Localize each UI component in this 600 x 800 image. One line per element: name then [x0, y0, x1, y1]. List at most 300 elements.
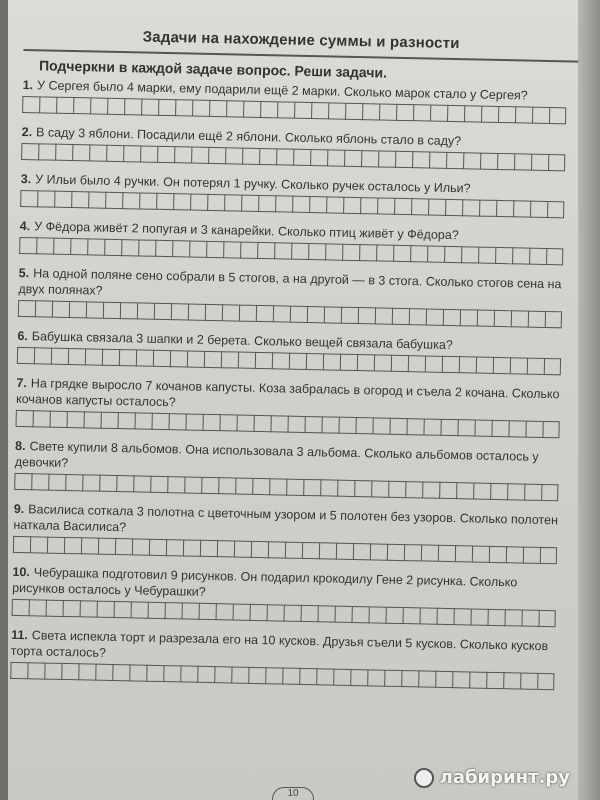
answer-cell[interactable]: [527, 358, 544, 375]
answer-cell[interactable]: [413, 104, 430, 121]
answer-cell[interactable]: [55, 144, 72, 161]
answer-cell[interactable]: [511, 310, 528, 327]
answer-cell[interactable]: [520, 673, 537, 690]
answer-cell[interactable]: [436, 608, 453, 625]
answer-cell[interactable]: [378, 150, 395, 167]
answer-cell[interactable]: [324, 306, 341, 323]
answer-cell[interactable]: [67, 411, 84, 428]
answer-cell[interactable]: [240, 242, 257, 259]
answer-cell[interactable]: [370, 543, 387, 560]
answer-cell[interactable]: [438, 545, 455, 562]
answer-cell[interactable]: [191, 147, 208, 164]
answer-cell[interactable]: [138, 239, 155, 256]
answer-cell[interactable]: [265, 667, 282, 684]
answer-cell[interactable]: [435, 671, 452, 688]
answer-cell[interactable]: [155, 240, 172, 257]
answer-cell[interactable]: [486, 672, 503, 689]
answer-cell[interactable]: [250, 604, 267, 621]
answer-cell[interactable]: [367, 669, 384, 686]
answer-cell[interactable]: [469, 671, 486, 688]
answer-cell[interactable]: [524, 484, 541, 501]
answer-cell[interactable]: [523, 547, 540, 564]
answer-cell[interactable]: [16, 410, 33, 427]
answer-cell[interactable]: [547, 201, 564, 218]
answer-cell[interactable]: [202, 414, 219, 431]
answer-cell[interactable]: [258, 195, 275, 212]
answer-cell[interactable]: [391, 355, 408, 372]
answer-cell[interactable]: [29, 599, 46, 616]
answer-cell[interactable]: [134, 412, 151, 429]
answer-cell[interactable]: [241, 195, 258, 212]
answer-cell[interactable]: [205, 304, 222, 321]
answer-cell[interactable]: [345, 103, 362, 120]
answer-cell[interactable]: [368, 606, 385, 623]
answer-cell[interactable]: [188, 303, 205, 320]
answer-cell[interactable]: [379, 103, 396, 120]
answer-cell[interactable]: [114, 601, 131, 618]
answer-cell[interactable]: [503, 672, 520, 689]
answer-cell[interactable]: [35, 300, 52, 317]
answer-cell[interactable]: [456, 482, 473, 499]
answer-cell[interactable]: [308, 243, 325, 260]
answer-cell[interactable]: [530, 201, 547, 218]
answer-cell[interactable]: [404, 544, 421, 561]
answer-cell[interactable]: [532, 107, 549, 124]
answer-cell[interactable]: [494, 310, 511, 327]
answer-cell[interactable]: [18, 300, 35, 317]
answer-cell[interactable]: [14, 473, 31, 490]
answer-cell[interactable]: [158, 99, 175, 116]
answer-cell[interactable]: [545, 311, 562, 328]
answer-cell[interactable]: [218, 477, 235, 494]
answer-cell[interactable]: [10, 662, 27, 679]
answer-cell[interactable]: [487, 609, 504, 626]
answer-cell[interactable]: [80, 600, 97, 617]
answer-cell[interactable]: [427, 245, 444, 262]
answer-cell[interactable]: [256, 305, 273, 322]
answer-cell[interactable]: [440, 419, 457, 436]
answer-cell[interactable]: [371, 480, 388, 497]
answer-cell[interactable]: [409, 308, 426, 325]
answer-cell[interactable]: [362, 103, 379, 120]
answer-cell[interactable]: [53, 238, 70, 255]
answer-cell[interactable]: [124, 98, 141, 115]
answer-cell[interactable]: [462, 199, 479, 216]
answer-cell[interactable]: [121, 239, 138, 256]
answer-cell[interactable]: [319, 542, 336, 559]
answer-cell[interactable]: [537, 673, 554, 690]
answer-cell[interactable]: [132, 538, 149, 555]
answer-cell[interactable]: [90, 97, 107, 114]
answer-cell[interactable]: [189, 241, 206, 258]
answer-cell[interactable]: [234, 541, 251, 558]
answer-cell[interactable]: [506, 546, 523, 563]
answer-cell[interactable]: [116, 475, 133, 492]
answer-cell[interactable]: [184, 476, 201, 493]
answer-cell[interactable]: [384, 670, 401, 687]
answer-cell[interactable]: [217, 540, 234, 557]
answer-cell[interactable]: [206, 241, 223, 258]
answer-cell[interactable]: [425, 355, 442, 372]
answer-cell[interactable]: [521, 610, 538, 627]
answer-cell[interactable]: [491, 420, 508, 437]
answer-cell[interactable]: [342, 244, 359, 261]
answer-cell[interactable]: [337, 480, 354, 497]
answer-cell[interactable]: [388, 481, 405, 498]
answer-cell[interactable]: [197, 666, 214, 683]
answer-cell[interactable]: [187, 350, 204, 367]
answer-cell[interactable]: [418, 670, 435, 687]
answer-cell[interactable]: [273, 305, 290, 322]
answer-cell[interactable]: [405, 481, 422, 498]
answer-cell[interactable]: [236, 415, 253, 432]
answer-cell[interactable]: [421, 544, 438, 561]
answer-cell[interactable]: [137, 302, 154, 319]
answer-cell[interactable]: [268, 541, 285, 558]
answer-cell[interactable]: [270, 415, 287, 432]
answer-cell[interactable]: [504, 609, 521, 626]
answer-cell[interactable]: [274, 242, 291, 259]
answer-cell[interactable]: [464, 105, 481, 122]
answer-cell[interactable]: [68, 348, 85, 365]
answer-cell[interactable]: [69, 301, 86, 318]
answer-cell[interactable]: [44, 663, 61, 680]
answer-cell[interactable]: [156, 193, 173, 210]
answer-cell[interactable]: [180, 665, 197, 682]
answer-cell[interactable]: [507, 483, 524, 500]
answer-cell[interactable]: [221, 351, 238, 368]
answer-cell[interactable]: [65, 474, 82, 491]
answer-cell[interactable]: [531, 154, 548, 171]
answer-cell[interactable]: [219, 414, 236, 431]
answer-cell[interactable]: [165, 602, 182, 619]
answer-cell[interactable]: [443, 309, 460, 326]
answer-cell[interactable]: [396, 104, 413, 121]
answer-cell[interactable]: [12, 599, 29, 616]
answer-cell[interactable]: [309, 196, 326, 213]
answer-cell[interactable]: [489, 546, 506, 563]
answer-cell[interactable]: [323, 353, 340, 370]
answer-cell[interactable]: [374, 354, 391, 371]
answer-cell[interactable]: [47, 537, 64, 554]
answer-cell[interactable]: [430, 105, 447, 122]
answer-cell[interactable]: [358, 307, 375, 324]
answer-cell[interactable]: [291, 243, 308, 260]
answer-cell[interactable]: [133, 475, 150, 492]
answer-cell[interactable]: [548, 154, 565, 171]
answer-cell[interactable]: [131, 601, 148, 618]
answer-cell[interactable]: [252, 478, 269, 495]
answer-cell[interactable]: [100, 412, 117, 429]
answer-cell[interactable]: [98, 538, 115, 555]
answer-cell[interactable]: [350, 669, 367, 686]
answer-cell[interactable]: [316, 668, 333, 685]
answer-cell[interactable]: [119, 349, 136, 366]
answer-cell[interactable]: [243, 101, 260, 118]
answer-cell[interactable]: [259, 148, 276, 165]
answer-cell[interactable]: [46, 600, 63, 617]
answer-cell[interactable]: [78, 663, 95, 680]
answer-cell[interactable]: [276, 148, 293, 165]
answer-cell[interactable]: [333, 669, 350, 686]
answer-cell[interactable]: [97, 601, 114, 618]
answer-cell[interactable]: [102, 349, 119, 366]
answer-cell[interactable]: [73, 97, 90, 114]
answer-cell[interactable]: [150, 476, 167, 493]
answer-cell[interactable]: [30, 536, 47, 553]
answer-cell[interactable]: [71, 191, 88, 208]
answer-cell[interactable]: [429, 152, 446, 169]
answer-cell[interactable]: [338, 417, 355, 434]
answer-cell[interactable]: [163, 665, 180, 682]
answer-cell[interactable]: [354, 480, 371, 497]
answer-cell[interactable]: [320, 479, 337, 496]
answer-cell[interactable]: [376, 244, 393, 261]
answer-cell[interactable]: [538, 610, 555, 627]
answer-cell[interactable]: [204, 351, 221, 368]
answer-cell[interactable]: [327, 149, 344, 166]
answer-cell[interactable]: [21, 143, 38, 160]
answer-cell[interactable]: [34, 347, 51, 364]
answer-cell[interactable]: [372, 417, 389, 434]
answer-cell[interactable]: [293, 149, 310, 166]
answer-cell[interactable]: [510, 357, 527, 374]
answer-cell[interactable]: [166, 539, 183, 556]
answer-cell[interactable]: [289, 353, 306, 370]
answer-cell[interactable]: [223, 241, 240, 258]
answer-cell[interactable]: [359, 244, 376, 261]
answer-cell[interactable]: [214, 666, 231, 683]
answer-cell[interactable]: [444, 246, 461, 263]
answer-cell[interactable]: [302, 542, 319, 559]
answer-cell[interactable]: [325, 243, 342, 260]
answer-cell[interactable]: [476, 357, 493, 374]
answer-cell[interactable]: [304, 416, 321, 433]
answer-cell[interactable]: [231, 666, 248, 683]
answer-cell[interactable]: [478, 247, 495, 264]
answer-cell[interactable]: [479, 200, 496, 217]
answer-cell[interactable]: [460, 309, 477, 326]
answer-cell[interactable]: [199, 603, 216, 620]
answer-cell[interactable]: [72, 144, 89, 161]
answer-cell[interactable]: [82, 474, 99, 491]
answer-cell[interactable]: [353, 543, 370, 560]
answer-cell[interactable]: [422, 481, 439, 498]
answer-cell[interactable]: [153, 350, 170, 367]
answer-cell[interactable]: [286, 479, 303, 496]
answer-cell[interactable]: [310, 149, 327, 166]
answer-cell[interactable]: [393, 245, 410, 262]
answer-cell[interactable]: [287, 416, 304, 433]
answer-cell[interactable]: [412, 151, 429, 168]
answer-cell[interactable]: [542, 421, 559, 438]
answer-cell[interactable]: [146, 665, 163, 682]
answer-cell[interactable]: [528, 311, 545, 328]
answer-cell[interactable]: [190, 194, 207, 211]
answer-cell[interactable]: [107, 98, 124, 115]
answer-cell[interactable]: [27, 662, 44, 679]
answer-cell[interactable]: [170, 350, 187, 367]
answer-cell[interactable]: [392, 308, 409, 325]
answer-cell[interactable]: [290, 306, 307, 323]
answer-cell[interactable]: [267, 604, 284, 621]
answer-cell[interactable]: [282, 668, 299, 685]
answer-cell[interactable]: [209, 100, 226, 117]
answer-cell[interactable]: [253, 415, 270, 432]
answer-cell[interactable]: [377, 197, 394, 214]
answer-cell[interactable]: [154, 303, 171, 320]
answer-cell[interactable]: [173, 193, 190, 210]
answer-cell[interactable]: [426, 308, 443, 325]
answer-cell[interactable]: [19, 237, 36, 254]
answer-cell[interactable]: [508, 420, 525, 437]
answer-cell[interactable]: [326, 196, 343, 213]
answer-cell[interactable]: [474, 420, 491, 437]
answer-cell[interactable]: [84, 411, 101, 428]
answer-cell[interactable]: [395, 151, 412, 168]
answer-cell[interactable]: [472, 545, 489, 562]
answer-cell[interactable]: [473, 483, 490, 500]
answer-cell[interactable]: [544, 358, 561, 375]
answer-cell[interactable]: [136, 349, 153, 366]
answer-cell[interactable]: [512, 247, 529, 264]
answer-cell[interactable]: [513, 200, 530, 217]
answer-cell[interactable]: [106, 145, 123, 162]
answer-cell[interactable]: [411, 198, 428, 215]
answer-cell[interactable]: [260, 101, 277, 118]
answer-cell[interactable]: [168, 413, 185, 430]
answer-cell[interactable]: [233, 604, 250, 621]
answer-cell[interactable]: [201, 477, 218, 494]
answer-cell[interactable]: [344, 150, 361, 167]
answer-cell[interactable]: [360, 197, 377, 214]
answer-cell[interactable]: [117, 412, 134, 429]
answer-cell[interactable]: [375, 307, 392, 324]
answer-cell[interactable]: [328, 102, 345, 119]
answer-cell[interactable]: [493, 357, 510, 374]
answer-cell[interactable]: [238, 352, 255, 369]
answer-cell[interactable]: [481, 106, 498, 123]
answer-cell[interactable]: [70, 238, 87, 255]
answer-cell[interactable]: [272, 352, 289, 369]
answer-cell[interactable]: [361, 150, 378, 167]
answer-cell[interactable]: [216, 603, 233, 620]
answer-cell[interactable]: [51, 348, 68, 365]
answer-cell[interactable]: [292, 196, 309, 213]
answer-cell[interactable]: [321, 416, 338, 433]
answer-cell[interactable]: [285, 542, 302, 559]
answer-cell[interactable]: [185, 413, 202, 430]
answer-cell[interactable]: [33, 410, 50, 427]
answer-cell[interactable]: [115, 538, 132, 555]
answer-cell[interactable]: [171, 303, 188, 320]
answer-cell[interactable]: [307, 306, 324, 323]
answer-cell[interactable]: [455, 545, 472, 562]
answer-cell[interactable]: [192, 100, 209, 117]
answer-cell[interactable]: [224, 194, 241, 211]
answer-cell[interactable]: [445, 199, 462, 216]
answer-cell[interactable]: [402, 607, 419, 624]
answer-cell[interactable]: [311, 102, 328, 119]
answer-cell[interactable]: [248, 667, 265, 684]
answer-cell[interactable]: [174, 146, 191, 163]
answer-cell[interactable]: [251, 541, 268, 558]
answer-cell[interactable]: [148, 602, 165, 619]
answer-cell[interactable]: [498, 106, 515, 123]
answer-cell[interactable]: [490, 483, 507, 500]
answer-cell[interactable]: [20, 190, 37, 207]
answer-cell[interactable]: [334, 606, 351, 623]
answer-cell[interactable]: [207, 194, 224, 211]
answer-cell[interactable]: [99, 475, 116, 492]
answer-cell[interactable]: [408, 355, 425, 372]
answer-cell[interactable]: [88, 191, 105, 208]
answer-cell[interactable]: [86, 301, 103, 318]
answer-cell[interactable]: [480, 153, 497, 170]
answer-cell[interactable]: [394, 198, 411, 215]
answer-cell[interactable]: [461, 246, 478, 263]
answer-cell[interactable]: [341, 307, 358, 324]
answer-cell[interactable]: [387, 544, 404, 561]
answer-cell[interactable]: [149, 539, 166, 556]
answer-cell[interactable]: [122, 192, 139, 209]
answer-cell[interactable]: [112, 664, 129, 681]
answer-cell[interactable]: [410, 245, 427, 262]
answer-cell[interactable]: [172, 240, 189, 257]
answer-cell[interactable]: [226, 100, 243, 117]
answer-cell[interactable]: [85, 348, 102, 365]
answer-cell[interactable]: [385, 607, 402, 624]
answer-cell[interactable]: [470, 608, 487, 625]
answer-cell[interactable]: [36, 237, 53, 254]
answer-cell[interactable]: [284, 605, 301, 622]
answer-cell[interactable]: [442, 356, 459, 373]
answer-cell[interactable]: [242, 148, 259, 165]
answer-cell[interactable]: [294, 102, 311, 119]
answer-cell[interactable]: [355, 417, 372, 434]
answer-cell[interactable]: [81, 537, 98, 554]
answer-cell[interactable]: [64, 537, 81, 554]
answer-cell[interactable]: [401, 670, 418, 687]
answer-cell[interactable]: [463, 152, 480, 169]
answer-cell[interactable]: [269, 478, 286, 495]
answer-cell[interactable]: [208, 147, 225, 164]
answer-cell[interactable]: [277, 101, 294, 118]
answer-cell[interactable]: [303, 479, 320, 496]
answer-cell[interactable]: [497, 153, 514, 170]
answer-cell[interactable]: [306, 353, 323, 370]
answer-cell[interactable]: [357, 354, 374, 371]
answer-cell[interactable]: [183, 539, 200, 556]
answer-cell[interactable]: [477, 310, 494, 327]
answer-cell[interactable]: [129, 664, 146, 681]
answer-cell[interactable]: [457, 419, 474, 436]
answer-cell[interactable]: [167, 476, 184, 493]
answer-cell[interactable]: [17, 347, 34, 364]
answer-cell[interactable]: [139, 192, 156, 209]
answer-cell[interactable]: [300, 605, 317, 622]
answer-cell[interactable]: [222, 304, 239, 321]
answer-cell[interactable]: [22, 96, 39, 113]
answer-cell[interactable]: [299, 668, 316, 685]
answer-cell[interactable]: [336, 543, 353, 560]
answer-cell[interactable]: [239, 305, 256, 322]
answer-cell[interactable]: [141, 98, 158, 115]
answer-cell[interactable]: [546, 248, 563, 265]
answer-cell[interactable]: [175, 99, 192, 116]
answer-cell[interactable]: [63, 600, 80, 617]
answer-cell[interactable]: [104, 239, 121, 256]
